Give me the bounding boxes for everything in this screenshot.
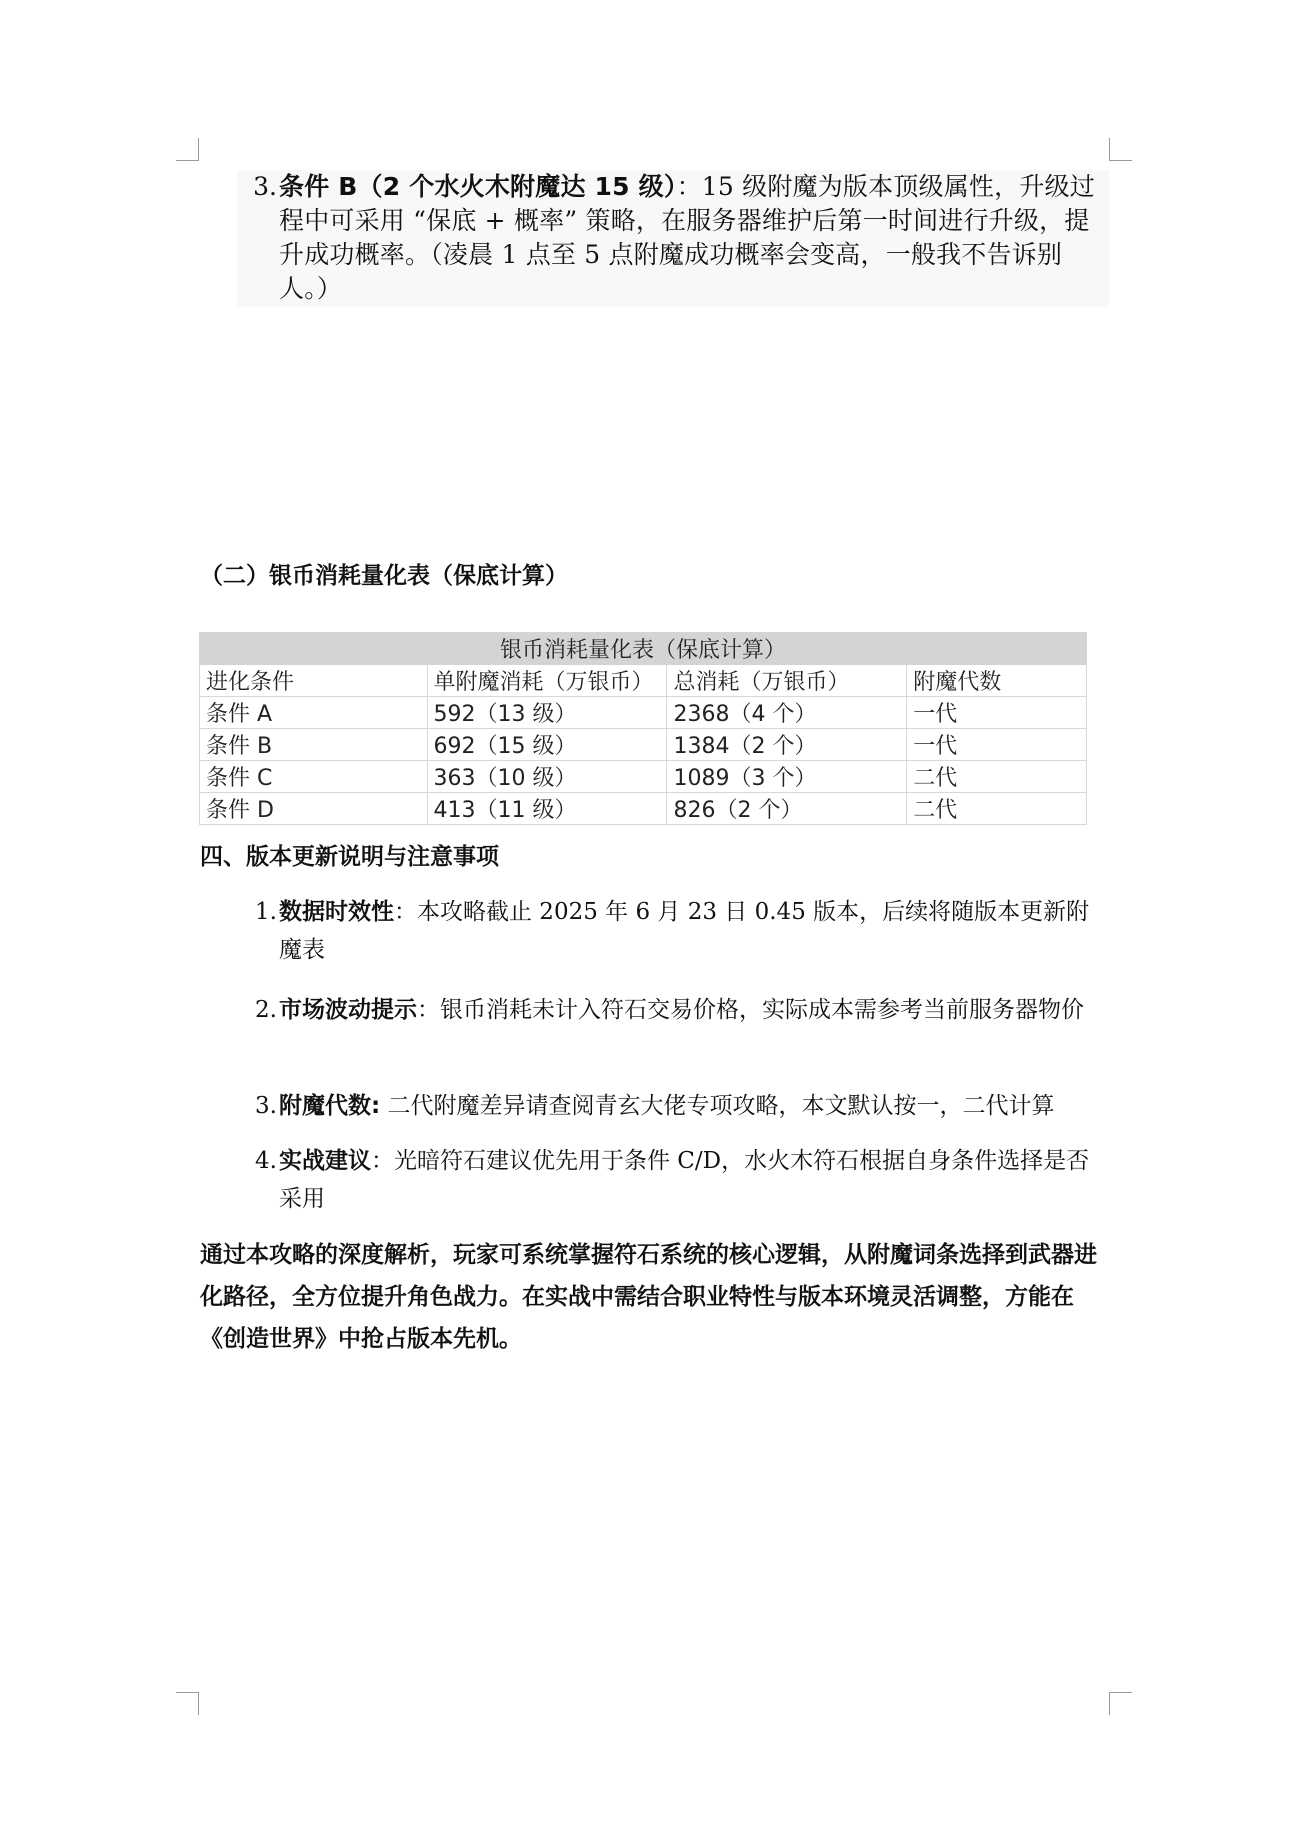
list-item <box>237 170 1109 307</box>
list-text <box>279 991 1099 1029</box>
cost-table <box>199 632 1087 825</box>
table-cell: 592（13 级） <box>427 697 667 729</box>
table-cell: 一代 <box>907 729 1087 761</box>
list-item-bold: 附魔代数: <box>279 1093 381 1119</box>
table-cell: 1384（2 个） <box>667 729 907 761</box>
table-cell: 363（10 级） <box>427 761 667 793</box>
table-cell: 一代 <box>907 697 1087 729</box>
conclusion-paragraph: 通过本攻略的深度解析，玩家可系统掌握符石系统的核心逻辑，从附魔词条选择到武器进化路径，全方位提升角色战力。在实战中需结合职业特性与版本环境灵活调整，方能在《创造世界》中抢占版本先机。 <box>200 1242 1097 1352</box>
table-cell: 2368（4 个） <box>667 697 907 729</box>
table-title: 银币消耗量化表（保底计算） <box>200 633 1087 665</box>
list-item-body: ：银币消耗未计入符石交易价格，实际成本需参考当前服务器物价 <box>417 997 1084 1023</box>
list-item-body: ：光暗符石建议优先用于条件 C/D，水火木符石根据自身条件选择是否采用 <box>279 1148 1090 1212</box>
list-number: 2. <box>255 997 277 1023</box>
table-row <box>200 697 1087 729</box>
list-text <box>279 170 1107 306</box>
list-text <box>279 893 1099 969</box>
list-item-body: ：15 级附魔为版本顶级属性，升级过程中可采用 “保底 + 概率” 策略，在服务器维护后第一时间进行升级，提升成功概率。（凌晨 1 点至 5 点附魔成功概率会变高，一般我不告诉别人。） <box>279 172 1095 303</box>
section-heading: 四、版本更新说明与注意事项 <box>200 844 499 870</box>
table-header-cell: 附魔代数 <box>907 665 1087 697</box>
list-number: 4. <box>255 1148 277 1174</box>
list-item-body: ：本攻略截止 2025 年 6 月 23 日 0.45 版本，后续将随版本更新附魔表 <box>279 899 1090 963</box>
table-header-cell: 单附魔消耗（万银币） <box>427 665 667 697</box>
table-cell: 条件 D <box>200 793 428 825</box>
table-cell: 条件 C <box>200 761 428 793</box>
list-item-bold: 条件 B（2 个水火木附魔达 15 级） <box>279 172 677 201</box>
section-heading: （二）银币消耗量化表（保底计算） <box>200 563 568 589</box>
table-cell: 条件 B <box>200 729 428 761</box>
table-cell: 692（15 级） <box>427 729 667 761</box>
page-corner-mark <box>1109 1692 1132 1715</box>
list-number: 1. <box>255 899 277 925</box>
table-title-row <box>200 633 1087 665</box>
table-header-cell: 总消耗（万银币） <box>667 665 907 697</box>
table-cell: 413（11 级） <box>427 793 667 825</box>
list-item-bold: 市场波动提示 <box>279 997 417 1023</box>
table-header-cell: 进化条件 <box>200 665 428 697</box>
list-text <box>279 1087 1099 1125</box>
table-cell: 二代 <box>907 761 1087 793</box>
list-item-body: 二代附魔差异请查阅青玄大佬专项攻略，本文默认按一，二代计算 <box>380 1093 1055 1119</box>
table-row <box>200 761 1087 793</box>
table-cell: 二代 <box>907 793 1087 825</box>
table-cell: 826（2 个） <box>667 793 907 825</box>
list-text <box>279 1142 1099 1218</box>
list-item-bold: 实战建议 <box>279 1148 371 1174</box>
page-corner-mark <box>176 138 199 161</box>
table-row <box>200 729 1087 761</box>
table-row <box>200 793 1087 825</box>
list-number: 3. <box>253 172 277 201</box>
table-cell: 1089（3 个） <box>667 761 907 793</box>
page-corner-mark <box>1109 138 1132 161</box>
list-item-bold: 数据时效性 <box>279 899 394 925</box>
table-header-row <box>200 665 1087 697</box>
page-corner-mark <box>176 1692 199 1715</box>
list-number: 3. <box>255 1093 277 1119</box>
table-cell: 条件 A <box>200 697 428 729</box>
